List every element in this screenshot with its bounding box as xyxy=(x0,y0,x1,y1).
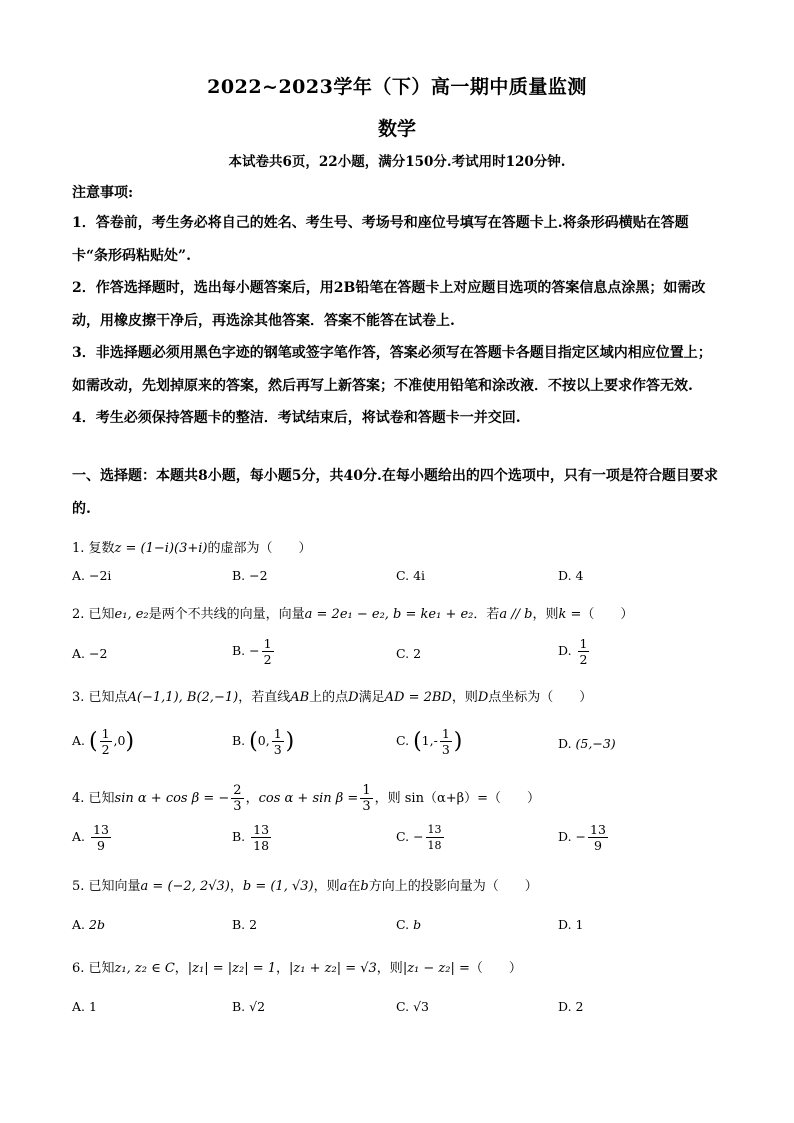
q1-stem-a: 1. 复数 xyxy=(72,541,115,556)
option-b[interactable] xyxy=(232,999,265,1014)
frac-num: 13 xyxy=(93,822,109,837)
option-b-value: √2 xyxy=(249,999,266,1014)
option-b-label: B. xyxy=(232,829,246,844)
question-4 xyxy=(72,783,540,814)
option-b[interactable]: B. 2 xyxy=(232,917,258,932)
option-b[interactable] xyxy=(232,822,273,853)
q5-stem-b: ，则 xyxy=(313,879,340,894)
option-a[interactable] xyxy=(72,822,113,853)
note-item: 4．考生必须保持答题卡的整洁．考试结束后，将试卷和答题卡一并交回. xyxy=(72,410,521,426)
fraction xyxy=(251,822,271,853)
q4-stem-b: ，则 sin（α+β）=（ ） xyxy=(374,791,541,806)
frac-den: 3 xyxy=(273,742,282,757)
q3-stem-b: ，若直线 xyxy=(238,690,291,705)
option-b-label: B. − xyxy=(232,643,260,658)
fraction xyxy=(262,636,274,667)
notes-heading: 注意事项: xyxy=(72,185,134,201)
q2-stem-d: ，则 xyxy=(532,607,559,622)
frac-num: 13 xyxy=(253,822,270,837)
q5-math-d: b xyxy=(360,879,369,894)
q5-sep: ， xyxy=(229,879,243,894)
fraction xyxy=(231,783,243,814)
option-d[interactable] xyxy=(558,636,591,667)
q3-stem-c: 上的点 xyxy=(309,690,349,705)
option-a[interactable]: A. −2i xyxy=(72,568,112,583)
option-b[interactable]: B. (0, $\frac{1}{3}$ ) xyxy=(232,726,295,757)
frac-num: 13 xyxy=(590,822,606,837)
option-c[interactable] xyxy=(396,917,421,932)
option-b-label: B. xyxy=(232,999,246,1014)
option-b-label: B. xyxy=(232,733,246,748)
q3-math-a: A(−1,1), B(2,−1) xyxy=(127,690,239,705)
fraction xyxy=(360,783,372,814)
question-2 xyxy=(72,603,633,622)
fraction xyxy=(272,726,284,757)
q4-stem-a: 4. 已知 xyxy=(72,791,115,806)
option-d-label: D. xyxy=(558,643,576,658)
option-a[interactable]: A. −2 xyxy=(72,646,108,661)
q6-sep: ， xyxy=(174,961,188,976)
frac-num: 13 xyxy=(427,823,442,836)
option-a-label: A. xyxy=(72,829,86,844)
q2-math-c: a // b xyxy=(499,607,533,622)
frac-num: 2 xyxy=(233,783,242,798)
q2-math-d: k = xyxy=(558,607,582,622)
q3-math-e: D xyxy=(477,690,489,705)
q2-stem-b: 是两个不共线的向量，向量 xyxy=(148,607,305,622)
frac-den: 2 xyxy=(579,652,588,667)
option-d[interactable]: D. 1 xyxy=(558,917,584,932)
q6-stem-a: 6. 已知 xyxy=(72,961,115,976)
option-d[interactable]: D. 2 xyxy=(558,999,584,1014)
q4-math-b: cos α + sin β = xyxy=(258,791,359,806)
option-c[interactable]: C. (1,- $\frac{1}{3}$ ) xyxy=(396,726,463,757)
question-3 xyxy=(72,686,592,705)
option-d-label: D. xyxy=(558,736,572,751)
q2-stem-c: ．若 xyxy=(473,607,500,622)
frac-den: 3 xyxy=(362,799,371,814)
frac-den: 2 xyxy=(263,652,272,667)
option-d[interactable] xyxy=(558,822,610,853)
option-a-label: A. xyxy=(72,733,86,748)
q3-stem-d: 满足 xyxy=(358,690,385,705)
option-c-label: C. − xyxy=(396,829,424,844)
option-d-label: D. − xyxy=(558,829,586,844)
option-c[interactable] xyxy=(396,822,446,853)
q2-math-a: e₁, e₂ xyxy=(114,607,149,622)
frac-den: 9 xyxy=(593,838,602,853)
option-c[interactable]: C. 4i xyxy=(396,568,426,583)
option-c-label: C. xyxy=(396,917,410,932)
q5-math-c: a xyxy=(339,879,348,894)
q6-stem-b: ，则 xyxy=(376,961,403,976)
option-b[interactable] xyxy=(232,636,276,667)
fraction xyxy=(578,636,590,667)
note-item: 3．非选择题必须用黑色字迹的钢笔或签字笔作答，答案必须写在答题卡各题目指定区域内相应位置上；如需改动，先划掉原来的答案，然后再写上新答案；不准使用铅笔和涂改液．不按以上要求作答无效. xyxy=(72,345,712,394)
q1-math: z = (1−i)(3+i) xyxy=(114,541,208,556)
page-title: 2022~2023学年（下）高一期中质量监测 xyxy=(207,76,587,98)
option-a[interactable] xyxy=(72,917,105,932)
q2-math-b: a = 2e₁ − e₂, b = ke₁ + e₂ xyxy=(304,607,474,622)
notes-list xyxy=(72,207,724,435)
frac-num: 1 xyxy=(362,783,371,798)
q2-stem-e: （ ） xyxy=(581,607,634,622)
q5-stem-a: 5. 已知向量 xyxy=(72,879,141,894)
q2-stem-a: 2. 已知 xyxy=(72,607,115,622)
question-5 xyxy=(72,875,538,894)
frac-num: 1 xyxy=(441,726,450,741)
subject-title: 数学 xyxy=(377,118,416,140)
option-d[interactable] xyxy=(558,736,616,751)
q6-math-b: |z₁| = |z₂| = 1 xyxy=(187,961,277,976)
option-d[interactable]: D. 4 xyxy=(558,568,584,583)
option-c-value: 1,- xyxy=(421,733,438,748)
fraction xyxy=(100,726,112,757)
q6-sep2: ， xyxy=(276,961,290,976)
frac-num: 1 xyxy=(273,726,282,741)
q5-math-b: b = (1, √3) xyxy=(242,879,314,894)
frac-den: 18 xyxy=(427,839,442,852)
note-item: 1．答卷前，考生务必将自己的姓名、考生号、考场号和座位号填写在答题卡上.将条形码横贴在答题卡“条形码粘贴处”. xyxy=(72,215,689,264)
question-6 xyxy=(72,957,522,976)
option-a-value: 2b xyxy=(89,917,105,932)
option-a-label: A. xyxy=(72,917,86,932)
option-b-value: 0, xyxy=(257,733,270,748)
q5-stem-c: 在 xyxy=(347,879,361,894)
exam-info: 本试卷共6页，22小题，满分150分.考试用时120分钟. xyxy=(228,154,566,170)
q1-stem-b: 的虚部为（ ） xyxy=(207,541,312,556)
option-b[interactable]: B. −2 xyxy=(232,568,268,583)
frac-num: 1 xyxy=(579,636,588,651)
q5-math-a: a = (−2, 2√3) xyxy=(140,879,230,894)
q3-math-c: D xyxy=(348,690,359,705)
fraction xyxy=(426,822,444,853)
fraction xyxy=(588,822,608,853)
q3-stem-f: 点坐标为（ ） xyxy=(488,690,593,705)
frac-den: 18 xyxy=(253,838,270,853)
option-c[interactable] xyxy=(396,999,429,1014)
note-item: 2．作答选择题时，选出每小题答案后，用2B铅笔在答题卡上对应题目选项的答案信息点涂黑；如需改动，用橡皮擦干净后，再选涂其他答案．答案不能答在试卷上. xyxy=(72,280,706,329)
q6-stem-c: （ ） xyxy=(469,961,522,976)
q3-math-d: AD = 2BD xyxy=(384,690,452,705)
option-c-value: √3 xyxy=(413,999,429,1014)
q6-math-c: |z₁ + z₂| = √3 xyxy=(289,961,377,976)
q3-stem-e: ，则 xyxy=(451,690,478,705)
fraction xyxy=(440,726,452,757)
frac-den: 9 xyxy=(96,838,105,853)
q6-math-a: z₁, z₂ ∈ C xyxy=(114,961,175,976)
frac-den: 3 xyxy=(441,742,450,757)
option-a[interactable]: A. 1 xyxy=(72,999,97,1014)
option-a-value: 0 xyxy=(117,733,126,748)
option-c-value: b xyxy=(413,917,422,932)
frac-den: 2 xyxy=(101,742,110,757)
q5-stem-d: 方向上的投影向量为（ ） xyxy=(368,879,538,894)
frac-num: 1 xyxy=(101,726,110,741)
frac-den: 3 xyxy=(233,799,242,814)
question-1 xyxy=(72,537,312,556)
option-c-label: C. xyxy=(396,733,410,748)
option-c[interactable]: C. 2 xyxy=(396,646,422,661)
option-a[interactable]: A. ( $\frac{1}{2}$ ,0) xyxy=(72,726,135,757)
q3-stem-a: 3. 已知点 xyxy=(72,690,128,705)
q4-sep: ， xyxy=(245,791,259,806)
option-d-value: (5,−3) xyxy=(575,736,616,751)
option-c-label: C. xyxy=(396,999,410,1014)
q3-math-b: AB xyxy=(290,690,310,705)
section-heading: 一、选择题：本题共8小题，每小题5分，共40分.在每小题给出的四个选项中，只有一项是符合题目要求的. xyxy=(72,468,718,517)
q6-math-d: |z₁ − z₂| = xyxy=(402,961,470,976)
q4-math-a: sin α + cos β = − xyxy=(114,791,230,806)
fraction xyxy=(91,822,111,853)
frac-num: 1 xyxy=(263,636,272,651)
